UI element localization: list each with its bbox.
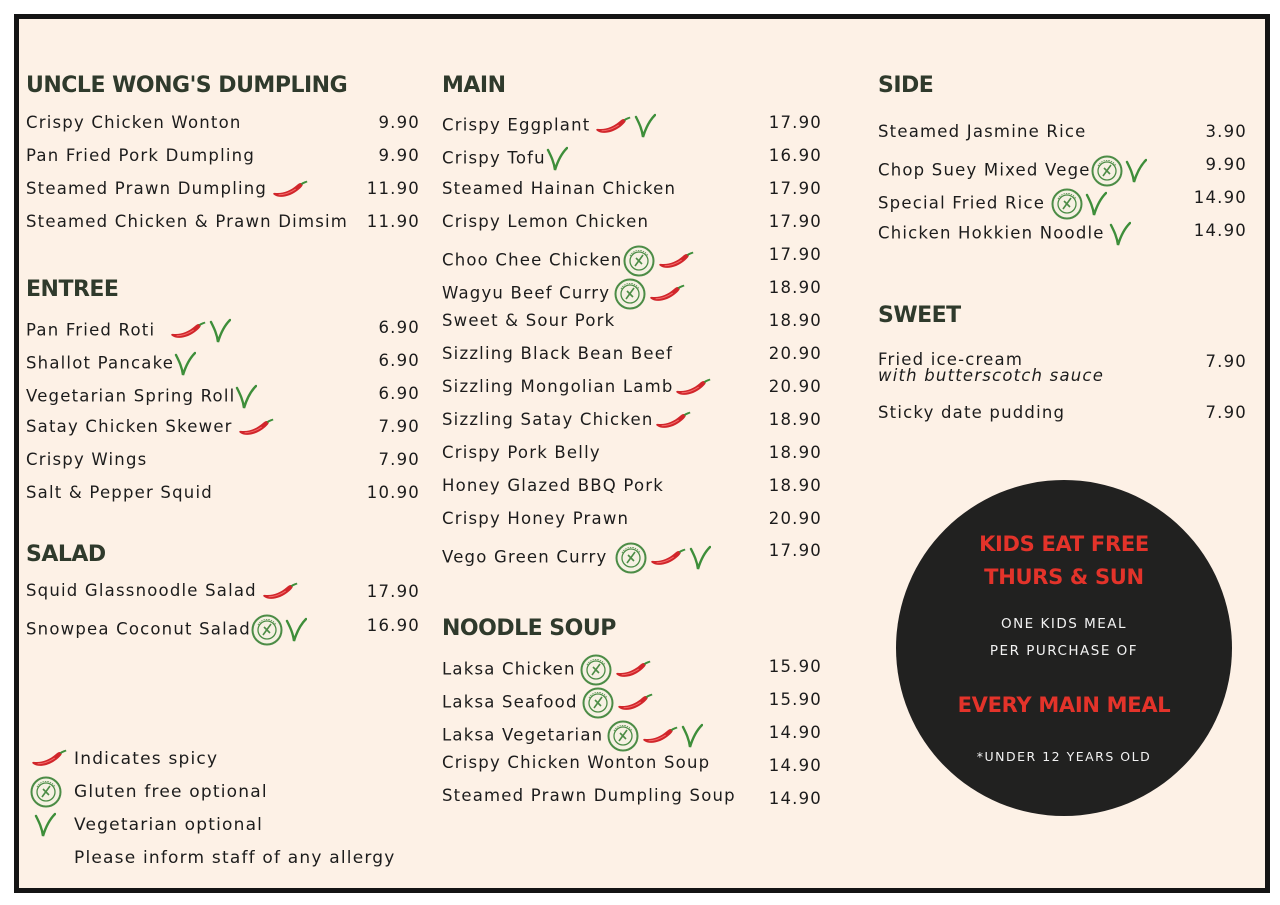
menu-item-price: 7.90 bbox=[1205, 403, 1247, 422]
vegetarian-icon bbox=[174, 351, 196, 377]
menu-item-price: 7.90 bbox=[1205, 352, 1247, 371]
promo-headline: KIDS EAT FREE bbox=[979, 532, 1149, 556]
chili-icon bbox=[648, 284, 686, 304]
gluten-free-icon bbox=[1091, 155, 1123, 187]
menu-item-price: 16.90 bbox=[366, 616, 420, 635]
chili-icon bbox=[169, 321, 207, 341]
legend-row-spicy bbox=[30, 744, 218, 774]
menu-item-price: 15.90 bbox=[768, 657, 822, 676]
menu-item: Chicken Hokkien Noodle bbox=[878, 221, 1131, 247]
menu-item-price: 7.90 bbox=[378, 450, 420, 469]
menu-item: Crispy Pork Belly bbox=[442, 443, 601, 462]
menu-item-price: 7.90 bbox=[378, 417, 420, 436]
menu-item-price: 20.90 bbox=[768, 377, 822, 396]
promo-text-line2: PER PURCHASE OF bbox=[989, 643, 1139, 659]
gluten-free-icon bbox=[623, 245, 655, 277]
menu-item-price: 6.90 bbox=[378, 318, 420, 337]
menu-item: Pan Fried Pork Dumpling bbox=[26, 146, 255, 165]
menu-item-price: 14.90 bbox=[768, 756, 822, 775]
allergy-note: Please inform staff of any allergy bbox=[74, 848, 396, 868]
menu-item-price: 17.90 bbox=[366, 582, 420, 601]
menu-item-price: 18.90 bbox=[768, 311, 822, 330]
section-title-salad: SALAD bbox=[26, 542, 106, 567]
menu-item: Laksa Vegetarian bbox=[442, 720, 703, 752]
menu-item: Sticky date pudding bbox=[878, 403, 1066, 422]
gluten-free-icon bbox=[615, 542, 647, 574]
menu-item-price: 9.90 bbox=[378, 113, 420, 132]
chili-icon bbox=[649, 548, 687, 568]
menu-item: Steamed Jasmine Rice bbox=[878, 122, 1087, 141]
menu-item: Sizzling Satay Chicken bbox=[442, 410, 692, 431]
menu-item-price: 14.90 bbox=[768, 723, 822, 742]
vegetarian-icon bbox=[1125, 158, 1147, 184]
menu-item: Crispy Wings bbox=[26, 450, 148, 469]
menu-item: Chop Suey Mixed Vege bbox=[878, 155, 1147, 187]
menu-item: Choo Chee Chicken bbox=[442, 245, 695, 277]
menu-item-price: 14.90 bbox=[768, 789, 822, 808]
menu-item-price: 17.90 bbox=[768, 212, 822, 231]
menu-item-price: 14.90 bbox=[1193, 188, 1247, 207]
legend-row-vegetarian bbox=[30, 810, 263, 840]
menu-item: Crispy Chicken Wonton Soup bbox=[442, 753, 711, 772]
menu-item: Salt & Pepper Squid bbox=[26, 483, 213, 502]
menu-item-price: 17.90 bbox=[768, 245, 822, 264]
menu-item: Sweet & Sour Pork bbox=[442, 311, 616, 330]
chili-icon bbox=[237, 418, 275, 438]
legend bbox=[30, 742, 430, 877]
chili-icon bbox=[261, 582, 299, 602]
menu-item: Pan Fried Roti bbox=[26, 318, 231, 344]
menu-item: Crispy Lemon Chicken bbox=[442, 212, 650, 231]
menu-item: Honey Glazed BBQ Pork bbox=[442, 476, 664, 495]
menu-item: Shallot Pancake bbox=[26, 351, 196, 377]
menu-item-subtitle: with butterscotch sauce bbox=[878, 366, 1105, 385]
legend-label-vegetarian: Vegetarian optional bbox=[74, 815, 264, 835]
vegetarian-icon bbox=[209, 318, 231, 344]
menu-item: Wagyu Beef Curry bbox=[442, 278, 686, 310]
vegetarian-icon bbox=[1109, 221, 1131, 247]
menu-item: Steamed Hainan Chicken bbox=[442, 179, 677, 198]
chili-icon bbox=[30, 749, 68, 769]
chili-icon bbox=[271, 180, 309, 200]
menu-item: Crispy Eggplant bbox=[442, 113, 656, 139]
menu-item-price: 15.90 bbox=[768, 690, 822, 709]
menu-item-price: 18.90 bbox=[768, 410, 822, 429]
promo-text-line1: ONE KIDS MEAL bbox=[1000, 616, 1128, 632]
vegetarian-icon bbox=[285, 617, 307, 643]
gluten-free-icon bbox=[30, 776, 62, 808]
gluten-free-icon bbox=[582, 687, 614, 719]
menu-item-price: 9.90 bbox=[1205, 155, 1247, 174]
menu-item-price: 20.90 bbox=[768, 509, 822, 528]
menu-item: Laksa Seafood bbox=[442, 687, 654, 719]
section-title-sweet: SWEET bbox=[878, 303, 961, 328]
chili-icon bbox=[657, 251, 695, 271]
menu-item: Steamed Prawn Dumpling bbox=[26, 179, 309, 200]
chili-icon bbox=[594, 116, 632, 136]
menu-item-price: 3.90 bbox=[1205, 122, 1247, 141]
menu-item-price: 18.90 bbox=[768, 476, 822, 495]
vegetarian-icon bbox=[546, 146, 568, 172]
menu-item: Crispy Tofu bbox=[442, 146, 568, 172]
menu-item: Satay Chicken Skewer bbox=[26, 417, 275, 438]
menu-item: Steamed Chicken & Prawn Dimsim bbox=[26, 212, 349, 231]
menu-item-price: 20.90 bbox=[768, 344, 822, 363]
menu-item: Sizzling Mongolian Lamb bbox=[442, 377, 712, 398]
vegetarian-icon bbox=[689, 545, 711, 571]
menu-item-price: 6.90 bbox=[378, 351, 420, 370]
gluten-free-icon bbox=[580, 654, 612, 686]
menu-item: Squid Glassnoodle Salad bbox=[26, 581, 299, 602]
vegetarian-icon bbox=[1085, 191, 1107, 217]
promo-age-note: *UNDER 12 YEARS OLD bbox=[976, 749, 1152, 764]
menu-item-price: 18.90 bbox=[768, 443, 822, 462]
section-title-noodle-soup: NOODLE SOUP bbox=[442, 616, 616, 641]
legend-label-spicy: Indicates spicy bbox=[74, 749, 219, 769]
menu-item-price: 6.90 bbox=[378, 384, 420, 403]
legend-row-gluten-free bbox=[30, 777, 268, 807]
gluten-free-icon bbox=[614, 278, 646, 310]
menu-item: Crispy Chicken Wonton bbox=[26, 113, 242, 132]
kids-eat-free-promo bbox=[896, 480, 1232, 816]
section-title-side: SIDE bbox=[878, 73, 934, 98]
menu-item-price: 17.90 bbox=[768, 113, 822, 132]
promo-days: THURS & SUN bbox=[984, 565, 1144, 589]
chili-icon bbox=[641, 726, 679, 746]
menu-item-price: 14.90 bbox=[1193, 221, 1247, 240]
menu-item: Laksa Chicken bbox=[442, 654, 652, 686]
menu-item: Vegetarian Spring Roll bbox=[26, 384, 257, 410]
legend-label-gluten-free: Gluten free optional bbox=[74, 782, 268, 802]
vegetarian-icon bbox=[34, 812, 56, 838]
vegetarian-icon bbox=[634, 113, 656, 139]
menu-item: Special Fried Rice bbox=[878, 188, 1107, 220]
menu-item-price: 9.90 bbox=[378, 146, 420, 165]
chili-icon bbox=[674, 378, 712, 398]
menu-item: Sizzling Black Bean Beef bbox=[442, 344, 674, 363]
chili-icon bbox=[616, 693, 654, 713]
menu-item: Steamed Prawn Dumpling Soup bbox=[442, 786, 736, 805]
legend-row-allergy bbox=[30, 843, 396, 873]
chili-icon bbox=[654, 411, 692, 431]
vegetarian-icon bbox=[681, 723, 703, 749]
section-title-dumpling: UNCLE WONG'S DUMPLING bbox=[26, 73, 348, 98]
menu-item-price: 11.90 bbox=[366, 212, 420, 231]
menu-item: Crispy Honey Prawn bbox=[442, 509, 630, 528]
gluten-free-icon bbox=[607, 720, 639, 752]
gluten-free-icon bbox=[1051, 188, 1083, 220]
promo-main-meal: EVERY MAIN MEAL bbox=[957, 693, 1171, 717]
menu-item-price: 18.90 bbox=[768, 278, 822, 297]
menu-item-price: 11.90 bbox=[366, 179, 420, 198]
section-title-main: MAIN bbox=[442, 73, 506, 98]
chili-icon bbox=[614, 660, 652, 680]
menu-item-price: 16.90 bbox=[768, 146, 822, 165]
menu-item-price: 10.90 bbox=[366, 483, 420, 502]
vegetarian-icon bbox=[235, 384, 257, 410]
menu-item-price: 17.90 bbox=[768, 179, 822, 198]
menu-item: Snowpea Coconut Salad bbox=[26, 614, 307, 646]
gluten-free-icon bbox=[251, 614, 283, 646]
menu-item: Vego Green Curry bbox=[442, 542, 711, 574]
menu-item-price: 17.90 bbox=[768, 541, 822, 560]
section-title-entree: ENTREE bbox=[26, 277, 119, 302]
menu-item: Fried ice-cream with butterscotch sauce bbox=[878, 350, 1105, 385]
